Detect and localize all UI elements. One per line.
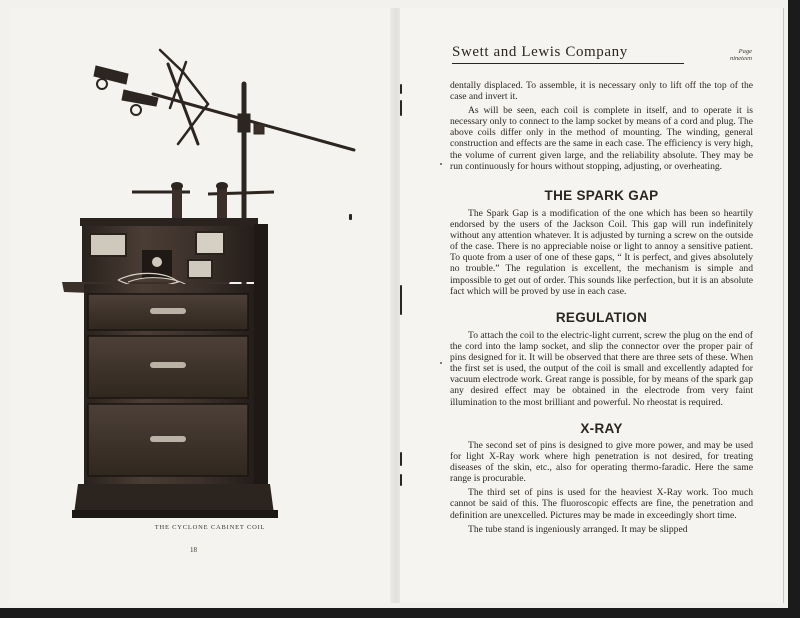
cabinet-drawers xyxy=(88,294,248,476)
binding-mark xyxy=(400,474,402,486)
section-text xyxy=(450,440,753,535)
binding-mark xyxy=(400,452,402,466)
paragraph: The Spark Gap is a modification of the one which has been so heartily endorsed by the users of the Jackson Coil. This gap will run indefinitely without any attention whatever. It is adjusted by turning a screw on the outside of the case. There is no appreciable noise or light to annoy a sensitive patient. To quote from a user of one of these gaps, “ It is perfect, and gives absolutely no trouble.” The regulation is excellent, the mechanism is simple and impossible to get out of order. This sounds like perfection, but it is an absolute fact which will be proved by use in each case. xyxy=(450,208,753,297)
paragraph: The second set of pins is designed to give more power, and may be used for light X-Ray work where high penetration is not desired, for treating diseases of the skin, etc., also for operating thermo-faradic. Here the same range is procurable. xyxy=(450,440,753,485)
drawer-handle xyxy=(150,308,186,314)
cabinet-base xyxy=(74,484,274,514)
page-label-bottom: nineteen xyxy=(729,55,752,62)
scan-edge-right xyxy=(788,0,800,618)
paragraph: As will be seen, each coil is complete in itself, and to operate it is necessary only to connect to the lamp socket by means of a cord and plug. The above coils differ only in the method of mounting. The winding, general construction and effects are the same in each case. The efficiency is very high, the volume of current given large, and the reliability absolute. They may be run continuously for hours without stopping, adjusting, or overheating. xyxy=(450,105,753,172)
section-text xyxy=(450,330,753,408)
running-head: Swett and Lewis Company xyxy=(452,44,684,64)
page-label xyxy=(712,48,752,62)
binding-mark xyxy=(400,84,402,94)
section-heading: X-RAY xyxy=(580,421,623,436)
page-number: 18 xyxy=(190,546,197,554)
paragraph: The third set of pins is used for the heaviest X-Ray work. Too much cannot be said of this. The fluoroscopic effects are fine, the penetration and definition are unexcelled. Pictures may be made in exceedingly short time. xyxy=(450,487,753,521)
binding-mark xyxy=(400,100,402,116)
figure-caption: THE CYCLONE CABINET COIL xyxy=(154,524,266,531)
gauge-dial xyxy=(196,232,224,254)
page-label-top: Page xyxy=(738,48,752,55)
meter-dial xyxy=(90,234,126,256)
scan-edge-bottom xyxy=(0,608,800,618)
section-heading: REGULATION xyxy=(555,310,648,325)
scan-speck xyxy=(440,362,442,364)
intro-text xyxy=(450,80,753,172)
section-text xyxy=(450,208,753,297)
binding-mark xyxy=(400,285,402,315)
drawer-handle xyxy=(150,362,186,368)
paragraph: To attach the coil to the electric-light current, screw the plug on the end of the cord into the lamp socket, and slip the connector over the proper pair of pins designed for it. It will be observed that there are three sets of these. When the first set is used, the output of the coil is small and excellently adapted for vacuum electrode work. Great range is possible, for by means of the spark gap any desired effect may be obtained in the electrode from very faint illumination to the most brilliant and powerful. No rheostat is required. xyxy=(450,330,753,408)
cabinet-coil-engraving xyxy=(58,44,358,524)
section-heading: THE SPARK GAP xyxy=(544,188,659,203)
paragraph: The tube stand is ingeniously arranged. It may be slipped xyxy=(468,523,688,535)
drawer-handle xyxy=(150,436,186,442)
paragraph: dentally displaced. To assemble, it is necessary only to lift off the top of the case and invert it. xyxy=(450,80,753,103)
scan-speck xyxy=(440,163,442,165)
